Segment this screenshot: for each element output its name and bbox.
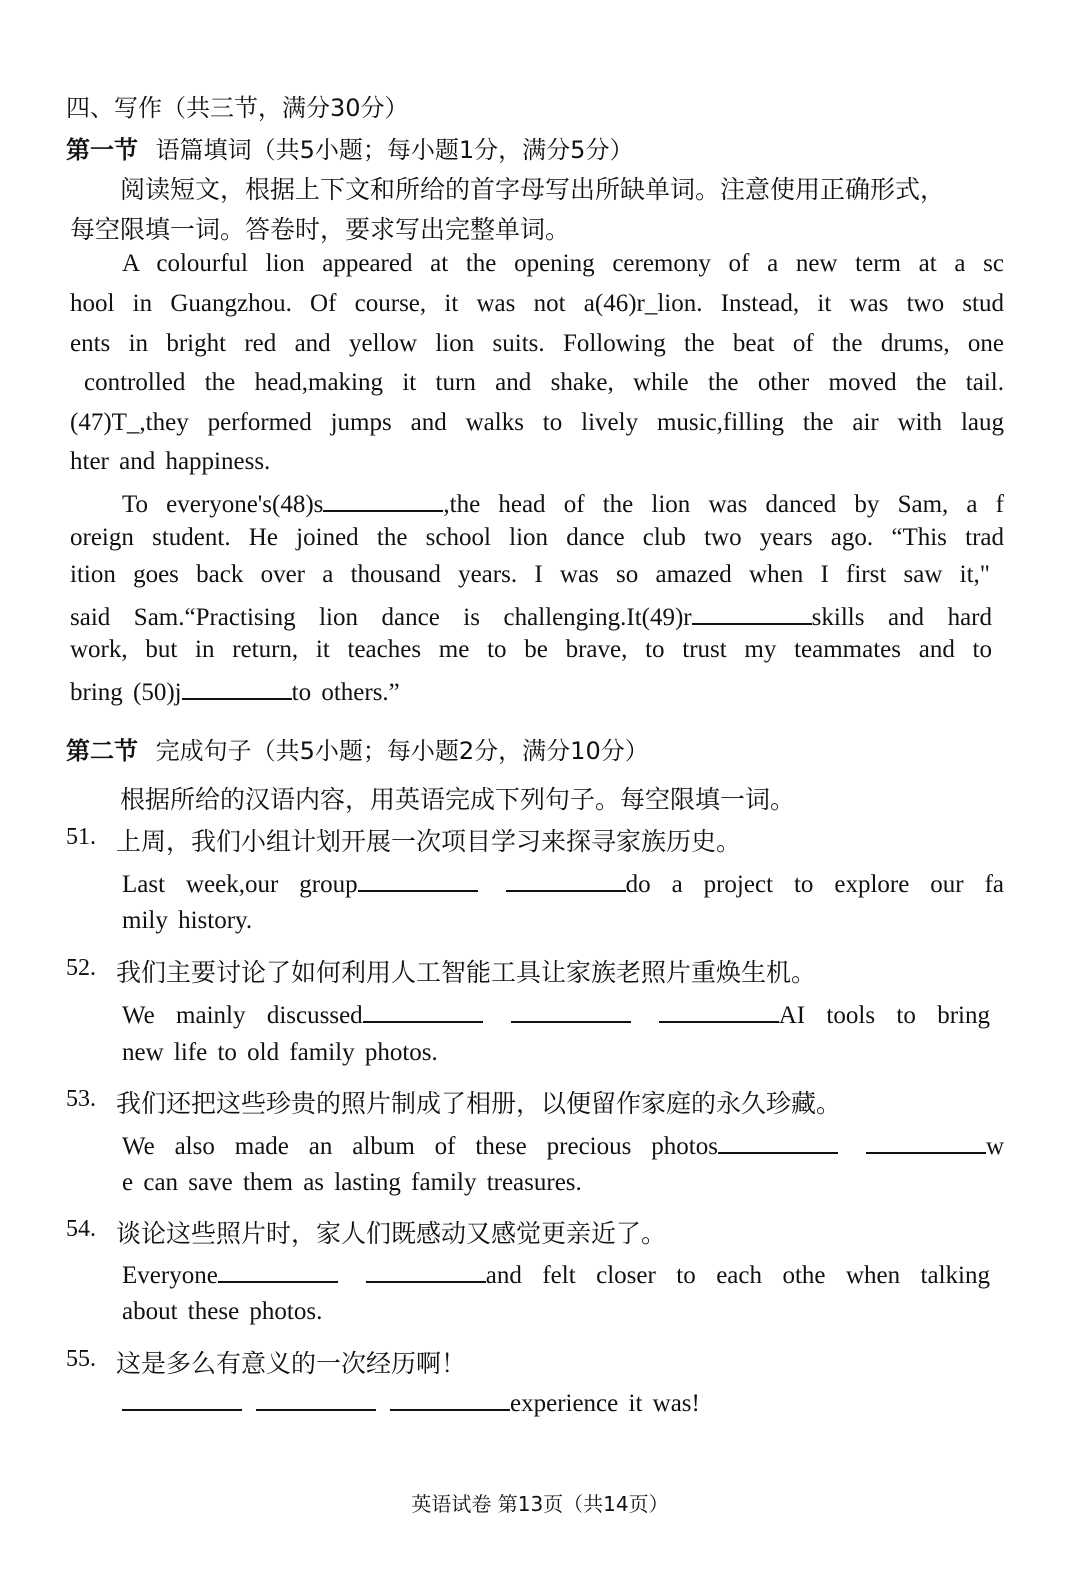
q53-en-a: We also made an album of these precious photos — [122, 1133, 718, 1160]
passage-p2-line3: ition goes back over a thousand years. I was so amazed when I first saw it," — [70, 561, 990, 588]
p2-line6-b: to others.” — [291, 679, 400, 706]
q52-number: 52. — [66, 955, 96, 981]
q55-chinese: 这是多么有意义的一次经历啊！ — [116, 1349, 467, 1378]
passage-p2-line6 — [70, 674, 400, 707]
q53-number: 53. — [66, 1086, 96, 1112]
q51-english-line1 — [122, 866, 1004, 900]
q53-blank-1[interactable] — [718, 1128, 838, 1154]
passage-p1-line2: hool in Guangzhou. Of course, it was not a(46)r_lion. Instead, it was two stud — [70, 290, 1004, 317]
part1-label: 第一节 — [66, 136, 138, 164]
passage-p1-line4: controlled the head,making it turn and shake, while the other moved the tail. — [84, 369, 1004, 396]
q53-english-line2: e can save them as lasting family treasures. — [122, 1169, 582, 1196]
q52-blank-2[interactable] — [511, 997, 631, 1023]
part1-title: 语篇填词（共5小题；每小题1分，满分5分） — [155, 136, 634, 164]
q53-english-line1 — [122, 1128, 1004, 1162]
passage-p2-line4 — [70, 599, 992, 633]
q55-blank-1[interactable] — [122, 1385, 242, 1411]
q52-blank-3[interactable] — [659, 997, 779, 1023]
part1-instruction-line1: 阅读短文，根据上下文和所给的首字母写出所缺单词。注意使用正确形式， — [120, 175, 946, 204]
part1-instruction-line2: 每空限填一词。答卷时，要求写出完整单词。 — [70, 215, 571, 244]
part2-label: 第二节 — [66, 737, 138, 765]
q52-en-b: AI tools to bring — [778, 1002, 990, 1029]
part2-instruction: 根据所给的汉语内容，用英语完成下列句子。每空限填一词。 — [120, 785, 796, 814]
q54-blank-2[interactable] — [366, 1257, 486, 1283]
q54-chinese: 谈论这些照片时，家人们既感动又感觉更亲近了。 — [116, 1219, 667, 1248]
q53-blank-2[interactable] — [866, 1128, 986, 1154]
q53-en-b: w — [985, 1133, 1004, 1160]
passage-p2-line5: work, but in return, it teaches me to be brave, to trust my teammates and to — [70, 636, 992, 663]
p2-line4-b: skills and hard — [811, 604, 992, 631]
part1-heading — [66, 130, 633, 165]
q51-en-a: Last week,our group — [122, 871, 358, 898]
q55-blank-3[interactable] — [390, 1385, 510, 1411]
q54-en-b: and felt closer to each othe when talking — [485, 1262, 990, 1289]
q51-blank-2[interactable] — [506, 866, 626, 892]
q51-english-line2: mily history. — [122, 907, 253, 934]
q53-chinese: 我们还把这些珍贵的照片制成了相册，以便留作家庭的永久珍藏。 — [116, 1089, 842, 1118]
passage-p1-line5: (47)T_,they performed jumps and walks to lively music,filling the air with laug — [70, 409, 1004, 436]
q51-blank-1[interactable] — [358, 866, 478, 892]
passage-p1-line6: hter and happiness. — [70, 448, 271, 475]
blank-49[interactable] — [692, 599, 812, 625]
part2-title: 完成句子（共5小题；每小题2分，满分10分） — [155, 737, 649, 765]
passage-p2-line2: oreign student. He joined the school lion dance club two years ago. “This trad — [70, 524, 1004, 551]
section-title: 四、写作（共三节，满分30分） — [66, 94, 409, 122]
q54-en-a: Everyone — [122, 1262, 218, 1289]
q52-chinese: 我们主要讨论了如何利用人工智能工具让家族老照片重焕生机。 — [116, 958, 817, 987]
q52-english-line2: new life to old family photos. — [122, 1039, 438, 1066]
passage-p2-line1 — [122, 486, 1004, 520]
q54-number: 54. — [66, 1216, 96, 1242]
q55-english-line1 — [122, 1385, 700, 1418]
page-footer: 英语试卷 第13页（共14页） — [411, 1492, 669, 1516]
part2-heading — [66, 731, 649, 766]
q55-blank-2[interactable] — [256, 1385, 376, 1411]
q51-en-b: do a project to explore our fa — [625, 871, 1004, 898]
p2-line1-b: ,the head of the lion was danced by Sam, a f — [443, 491, 1004, 518]
q54-english-line2: about these photos. — [122, 1298, 323, 1325]
q54-blank-1[interactable] — [218, 1257, 338, 1283]
p2-line6-a: bring (50)j — [70, 679, 182, 706]
blank-50[interactable] — [182, 674, 292, 700]
passage-p1-line3: ents in bright red and yellow lion suits. Following the beat of the drums, one — [70, 330, 1004, 357]
q51-number: 51. — [66, 824, 96, 850]
q55-number: 55. — [66, 1346, 96, 1372]
q52-en-a: We mainly discussed — [122, 1002, 363, 1029]
q51-chinese: 上周，我们小组计划开展一次项目学习来探寻家族历史。 — [116, 827, 742, 856]
p2-line4-a: said Sam.“Practising lion dance is challenging.It(49)r — [70, 604, 692, 631]
q52-blank-1[interactable] — [363, 997, 483, 1023]
p2-line1-a: To everyone's(48)s — [122, 491, 324, 518]
q52-english-line1 — [122, 997, 990, 1031]
passage-p1-line1: A colourful lion appeared at the opening ceremony of a new term at a sc — [122, 250, 1004, 277]
q55-en-b: experience it was! — [510, 1390, 700, 1417]
blank-48[interactable] — [323, 486, 443, 512]
q54-english-line1 — [122, 1257, 990, 1291]
